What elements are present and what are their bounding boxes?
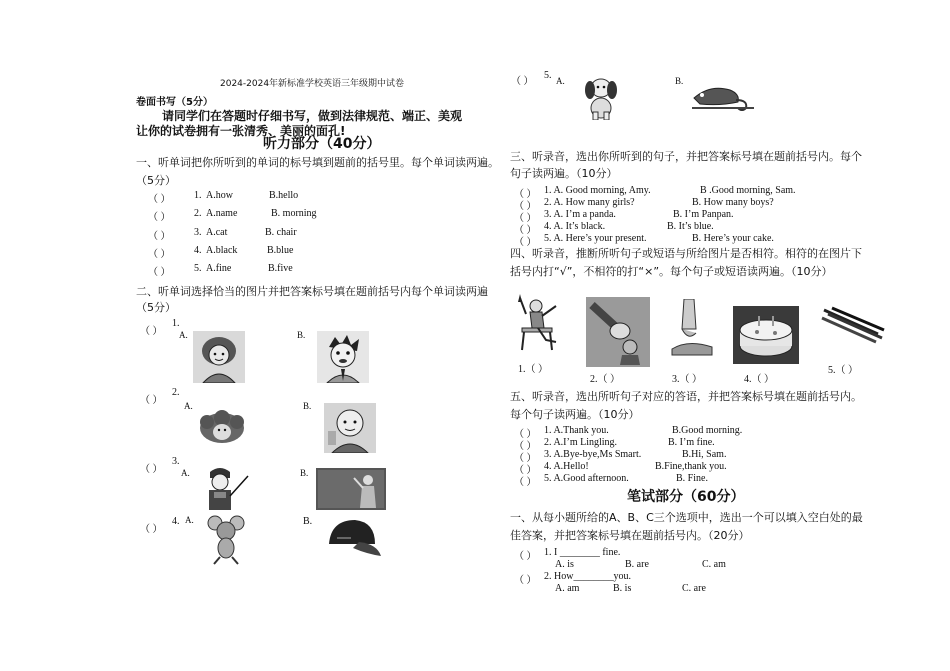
list-item xyxy=(148,245,294,260)
option-b: B. are xyxy=(625,559,649,570)
pencils-image xyxy=(818,304,888,346)
dog-image xyxy=(580,74,622,120)
option-b-label: B. xyxy=(303,516,313,527)
option-a-label: A. xyxy=(181,468,190,478)
option-a-label: A. xyxy=(185,515,194,525)
option-b: B .Good morning, Sam. xyxy=(700,185,796,196)
list-item xyxy=(514,473,708,488)
list-item xyxy=(148,227,297,242)
option-a: A.black xyxy=(206,245,238,256)
option-a-label: A. xyxy=(184,401,193,411)
listening-s5-instruction: 五、听录音，选出所听句子对应的答语，并把答案标号填在题前括号内。 xyxy=(510,390,862,403)
item-number: 5. xyxy=(194,263,202,274)
item-number: 3. xyxy=(172,456,180,467)
answer-bracket[interactable]: （ ） xyxy=(148,267,171,278)
answer-bracket[interactable]: （ ） xyxy=(514,225,537,236)
item-number: 1. xyxy=(172,318,180,329)
birthday-cake-image xyxy=(733,306,799,364)
option-b: B. I’m Panpan. xyxy=(673,209,734,220)
option-a: A. am xyxy=(555,583,580,594)
item-number: 5. xyxy=(544,70,552,81)
option-b: B. morning xyxy=(271,208,317,219)
item-number: 2. xyxy=(194,208,202,219)
option-a: 3. A. I’m a panda. xyxy=(544,209,616,220)
listening-s2-score: （5分） xyxy=(136,301,176,314)
answer-bracket[interactable]: （ ） xyxy=(140,464,163,475)
listening-s3-instruction: 三、听录音，选出你所听到的句子，并把答案标号填在题前括号内。每个 xyxy=(510,150,862,163)
listening-s3-score: 句子读两遍。（10分） xyxy=(510,167,618,180)
answer-bracket[interactable]: （ ） xyxy=(148,194,171,205)
list-item xyxy=(514,547,621,562)
list-item xyxy=(148,263,293,278)
boy-on-chair-image xyxy=(512,292,568,354)
option-b: B.hello xyxy=(269,190,299,201)
handwriting-label: 卷面书写（5分） xyxy=(136,97,213,108)
mouse-cartoon-image xyxy=(206,515,246,565)
option-b: B.Fine,thank you. xyxy=(655,461,727,472)
option-b: B.blue xyxy=(267,245,294,256)
option-c: C. are xyxy=(682,583,706,594)
option-b: B. chair xyxy=(265,227,297,238)
listening-s2-instruction: 二、听单词选择恰当的图片并把答案标号填在题前括号内每个单词读两遍 xyxy=(136,285,488,298)
listening-s1-instruction: 一、听单词把你所听到的单词的标号填到题前的括号里。每个单词读两遍。 xyxy=(136,156,499,169)
option-b: B. Here’s your cake. xyxy=(692,233,774,244)
option-a: A.name xyxy=(206,208,238,219)
woman-portrait-image xyxy=(193,331,245,383)
answer-bracket[interactable]: （ ） xyxy=(148,231,171,242)
option-a: 5. A. Here’s your present. xyxy=(544,233,647,244)
boy-portrait-image xyxy=(317,331,369,383)
answer-bracket[interactable]: （ ） xyxy=(514,237,537,248)
answer-bracket[interactable]: （ ） xyxy=(514,441,537,452)
listening-s4-instruction: 四、听录音，推断所听句子或短语与所给图片是否相符。相符的在图片下 xyxy=(510,247,862,260)
answer-bracket[interactable]: （ ） xyxy=(148,212,171,223)
option-b: B.Hi, Sam. xyxy=(682,449,727,460)
answer-bracket[interactable]: （ ） xyxy=(514,477,537,488)
answer-bracket[interactable]: （ ） xyxy=(514,465,537,476)
listening-s5-score: 每个句子读两遍。（10分） xyxy=(510,408,640,421)
handwriting-line-1: 请同学们在答题时仔细书写，做到法律规范、端正、美观 xyxy=(162,109,463,123)
writing-section-title: 笔试部分（60分） xyxy=(627,489,745,505)
option-a: 2. A.I’m Lingling. xyxy=(544,437,618,448)
blackboard-teacher-image xyxy=(316,468,386,510)
listening-s1-score: （5分） xyxy=(136,174,176,187)
option-b: B.five xyxy=(268,263,293,274)
option-b-label: B. xyxy=(303,401,312,411)
option-b-label: B. xyxy=(297,330,306,340)
teacher-pointer-image xyxy=(200,466,250,512)
option-a-label: A. xyxy=(179,330,188,340)
answer-bracket[interactable]: （ ） xyxy=(514,453,537,464)
answer-bracket[interactable]: （ ） xyxy=(140,326,163,337)
answer-blank-4[interactable]: 4.（ ） xyxy=(744,374,774,385)
option-a: 1. A. Good morning, Amy. xyxy=(544,185,651,196)
option-b: B. How many boys? xyxy=(692,197,774,208)
list-item xyxy=(148,208,317,223)
item-number: 2. xyxy=(172,387,180,398)
writing-s1-instruction: 一、从每小题所给的A、B、C三个选项中，选出一个可以填入空白处的最 xyxy=(510,511,863,524)
option-b: B. Fine. xyxy=(676,473,708,484)
question-text: 1. I ________ fine. xyxy=(544,547,621,558)
option-a: 4. A. It’s black. xyxy=(544,221,606,232)
answer-bracket[interactable]: （ ） xyxy=(514,201,537,212)
answer-bracket[interactable]: （ ） xyxy=(140,524,163,535)
item-number: 4. xyxy=(194,245,202,256)
option-b: B. I’m fine. xyxy=(668,437,715,448)
item-number: 1. xyxy=(194,190,202,201)
question-text: 2. How________you. xyxy=(544,571,631,582)
item-number: 3. xyxy=(194,227,202,238)
option-a: 4. A.Hello! xyxy=(544,461,589,472)
answer-bracket[interactable]: （ ） xyxy=(514,551,537,562)
exam-title: 2024-2024年新标准学校英语三年级期中试卷 xyxy=(220,79,405,89)
item-number: 4. xyxy=(172,516,180,527)
option-a: A.fine xyxy=(206,263,232,274)
option-b-label: B. xyxy=(300,468,309,478)
option-a: A.cat xyxy=(206,227,228,238)
curly-hair-image xyxy=(197,408,247,446)
option-b: B.Good morning. xyxy=(672,425,743,436)
answer-bracket[interactable]: （ ） xyxy=(514,575,537,586)
man-portrait-image xyxy=(324,403,376,453)
hand-touching-foot-image xyxy=(668,299,716,361)
answer-blank-2[interactable]: 2.（ ） xyxy=(590,374,620,385)
option-a: 1. A.Thank you. xyxy=(544,425,609,436)
listening-s4-note: 括号内打“√”，不相符的打“×”。每个句子或短语读两遍。（10分） xyxy=(510,265,833,278)
fist-punch-image xyxy=(586,297,650,367)
option-a: 3. A.Bye-bye,Ms Smart. xyxy=(544,449,642,460)
list-item xyxy=(148,190,299,205)
answer-bracket[interactable]: （ ） xyxy=(514,189,537,200)
option-a: 5. A.Good afternoon. xyxy=(544,473,629,484)
option-a-label: A. xyxy=(556,76,565,86)
writing-s1-score: 佳答案，并把答案标号填在题前括号内。（20分） xyxy=(510,529,750,542)
option-a: A. is xyxy=(555,559,574,570)
list-item xyxy=(514,571,631,586)
option-a: 2. A. How many girls? xyxy=(544,197,635,208)
answer-bracket[interactable]: （ ） xyxy=(511,76,534,87)
option-b: B. is xyxy=(613,583,632,594)
answer-bracket[interactable]: （ ） xyxy=(514,213,537,224)
answer-bracket[interactable]: （ ） xyxy=(514,429,537,440)
option-b: B. It’s blue. xyxy=(667,221,714,232)
answer-blank-1[interactable]: 1.（ ） xyxy=(518,364,548,375)
answer-blank-3[interactable]: 3.（ ） xyxy=(672,374,702,385)
answer-blank-5[interactable]: 5.（ ） xyxy=(828,365,858,376)
answer-bracket[interactable]: （ ） xyxy=(140,395,163,406)
handwriting-line-2: 让你的试卷拥有一张清秀、美丽的面孔! xyxy=(136,124,346,138)
option-a: A.how xyxy=(206,190,233,201)
listening-section-title: 听力部分（40分） xyxy=(263,136,381,152)
option-b-label: B. xyxy=(675,76,684,86)
answer-bracket[interactable]: （ ） xyxy=(148,249,171,260)
cap-image xyxy=(323,514,383,562)
option-c: C. am xyxy=(702,559,726,570)
chameleon-image xyxy=(690,80,756,114)
